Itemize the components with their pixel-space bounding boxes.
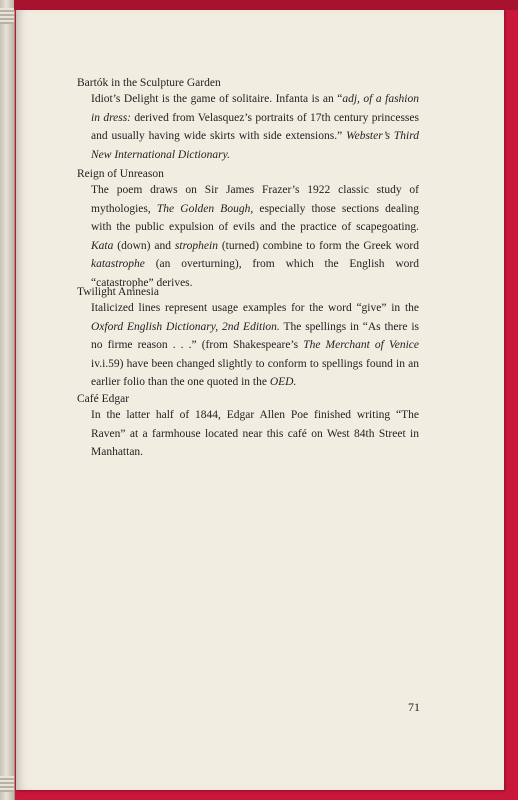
note-entry-twilight (77, 285, 419, 392)
body-text: derived from Velasquez’s portraits of 17th century princesses and usually having wide skirts with side extensions.” (91, 111, 419, 142)
body-italic: katastrophe (91, 258, 145, 270)
entry-body (91, 406, 419, 462)
entry-body (91, 299, 419, 392)
body-italic: The Merchant of Venice (303, 339, 419, 351)
spine-tailband (0, 776, 14, 792)
body-text: Italicized lines represent usage examples for the word “give” in the (91, 302, 419, 314)
entry-body (91, 90, 419, 164)
body-text: In the latter half of 1844, Edgar Allen Poe finished writing “The Raven” at a farmhouse located near this café on West 84th Street in Manhattan. (91, 409, 419, 458)
body-text: especially those sections dealing with the public expulsion of evils and the practice of scapegoating. (91, 202, 419, 233)
entry-title: Bartók in the Sculpture Garden (77, 77, 221, 89)
entry-title: Reign of Unreason (77, 168, 164, 180)
body-text: (turned) combine to form the Greek word (217, 239, 419, 252)
entry-body (91, 181, 419, 292)
note-entry-cafe (77, 392, 419, 462)
entry-title: Twilight Amnesia (77, 286, 159, 298)
body-italic: Kata (91, 239, 114, 252)
spine-headband (0, 8, 14, 24)
body-italic: Webster’s Third New International Dictionary. (91, 130, 419, 161)
body-italic: adj, of a fashion in dress: (91, 93, 419, 124)
body-italic: Oxford English Dictionary, 2nd Edition. (91, 320, 280, 333)
note-entry-bartok (77, 76, 419, 164)
entry-title: Café Edgar (77, 393, 130, 405)
body-italic: The Golden Bough, (156, 202, 254, 215)
note-entry-reign (77, 167, 419, 292)
body-text: (an overturning), from which the English word “catastrophe” derives. (91, 258, 419, 289)
body-text: The spellings in “As there is no firme reason . . .” (from Shakespeare’s (91, 320, 420, 351)
body-italic: strophein (174, 239, 218, 252)
body-text: iv.i.59) have been changed slightly to conform to spellings found in an earlier folio than the one quoted in the (91, 357, 419, 388)
body-italic: OED. (269, 376, 297, 388)
body-text: Idiot’s Delight is the game of solitaire. Infanta is an “ (91, 93, 343, 105)
body-text: (down) and (113, 239, 175, 252)
cover-top-edge (14, 0, 518, 10)
body-text: The poem draws on Sir James Frazer’s 1922 classic study of mythologies, (91, 184, 419, 215)
page-number: 71 (408, 700, 420, 714)
book-spine (0, 0, 15, 800)
book-page (16, 10, 504, 790)
